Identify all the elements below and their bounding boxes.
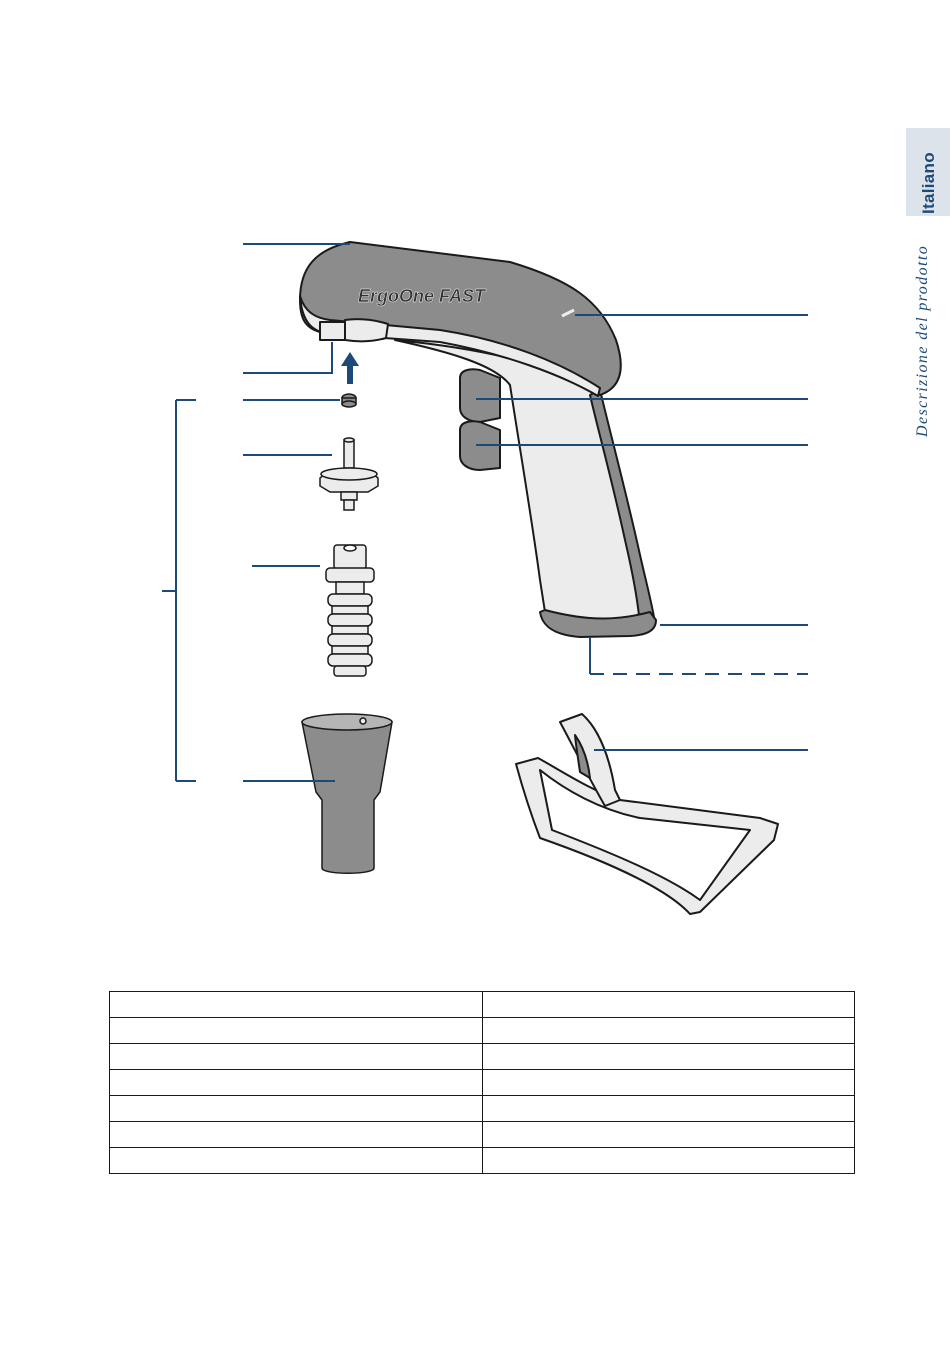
table-cell [482, 1122, 855, 1148]
table-row [110, 1122, 855, 1148]
parts-table [109, 991, 855, 1174]
wall-holder-icon [516, 714, 778, 914]
table-cell [482, 1018, 855, 1044]
arrow-up-icon [341, 352, 359, 384]
table-cell [110, 992, 483, 1018]
membrane-filter-icon [320, 438, 378, 510]
section-title: Descrizione del prodotto [914, 244, 931, 437]
table-row [110, 1070, 855, 1096]
table-row [110, 1096, 855, 1122]
table-cell [482, 992, 855, 1018]
table-cell [482, 1070, 855, 1096]
table-cell [110, 1148, 483, 1174]
language-label: Italiano [919, 152, 938, 214]
table-cell [110, 1070, 483, 1096]
table-row [110, 1018, 855, 1044]
table-cell [482, 1096, 855, 1122]
filter-washer-icon [342, 394, 356, 407]
table-cell [482, 1044, 855, 1070]
table-cell [482, 1148, 855, 1174]
brand-logo: ErgoOne FAST [358, 286, 486, 306]
table-cell [110, 1096, 483, 1122]
table-cell [110, 1044, 483, 1070]
nose-cone-icon [302, 714, 392, 873]
table-row [110, 1044, 855, 1070]
table-cell [110, 1018, 483, 1044]
table-row [110, 992, 855, 1018]
silicone-adapter-icon [326, 545, 374, 676]
table-cell [110, 1122, 483, 1148]
table-row [110, 1148, 855, 1174]
